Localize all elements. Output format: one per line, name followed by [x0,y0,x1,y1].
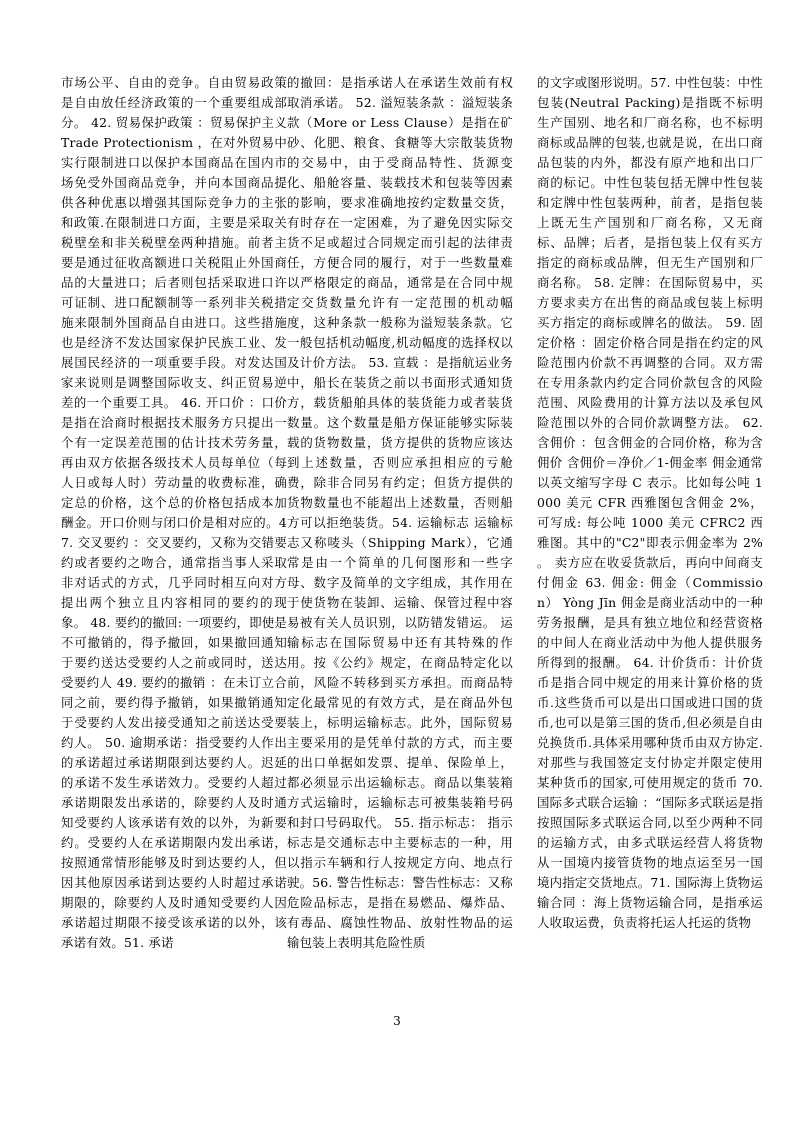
column-text: 市场公平、自由的竞争。自由贸易政策是自由放任经济政策的一个重要组成部分。 42. 贸易保护政策 ：贸易保护主义 Trade Protectionism ，在对外贸易中实行限制进口以保护本国商品在国内市场免受外国商品竞争，并向本国商品提供各种优惠以增强其国际竞争力的主张和政策.在限制进口方面，主要是采取关税壁垒和非关税壁垒两种措施。前者主要是通过征收高额进口关税阻止外国商品的大量进口；后者则包括采取进口许可证制、进口配额制等一系列非关税措施来限制外国商品自由进口。这些措施也是经济不发达国家保护民族工业、发展国民经济的一项重要手段。对发达国家来说则是调整国际收支、纠正贸易逆差的一个重要工具。 46. 开口价 ：口价是指在洽商时根据技术服务方只提出一个有一定误差范围的估计技术劳务量，再由双方依据各级技术人员每单位（每人日或每人时）劳动量的收费标准，确定总的价格，这个总的价格包括成本加酬金。开口价则与闭口价是相对应的。47. 交叉要约 ：交叉要约，又称为交错要约或者要约之吻合，通常指当事人采取非对话式的方式，几乎同时相互向对方提出两个独立且内容相同的要约的现象。 48. 要约的撤回: 一项要约，即使是不可撤销的，得予撤回，如果撤回通知于要约送达受要约人之前或同时，送达受要约人 49. 要约的撤销 ：在未订立合同之前，要约得予撤销，如果撤销通知于受要约人发出接受通知之前送达受要约人。 50. 逾期承诺：指受要约人作出的承诺超过承诺期限到达要约人。迟延的承诺不发生承诺效力。受要约人超过承诺期限发出承诺的，除要约人及时通知受要约人该承诺有效的以外，为新要约。受要约人在承诺期限内发出承诺，按照通常情形能够及时到达要约人，但因其他原因承诺到达要约人时超过承诺期限的，除要约人及时通知受要约人因承诺超过期限不接受该承诺的以外，该承诺有效。51. 承诺 [61,75,287,950]
page-number: 3 [393,1014,401,1028]
column-text: 的文字或图形说明。57. 中性包装：中性包装(Neutral Packing)是指既不标明生产国别、地名和厂商名称，也不标明商标或品牌的包装,也就是说，在出口商品包装的内外，都没有原产地和出口厂商的标记。中性包装包括无牌中性包装和定牌中性包装两种，前者，是指包装上既无生产国别和厂商名称，又无商标、品牌；后者，是指包装上仅有买方指定的商标或品牌，但无生产国别和厂商名称。 58. 定牌：在国际贸易中，买方要求卖方在出售的商品或包装上标明买方指定的商标或牌名的做法。 59. 固定价格 ：固定价格合同是指在约定的风险范围内价款不再调整的合同。双方需在专用条款内约定合同价款包含的风险范围、风险费用的计算方法以及承包风险范围以外的合同价款调整方法。 62. 含佣价 ：包含佣金的合同价格，称为含佣价 含佣价＝净价／1-佣金率 佣金通常以英文缩写字母 C 表示。比如每公吨 1000 美元 CFR 西雅图包含佣金 2%，可写成: 每公吨 1000 美元 CFRC2 西雅图。其中的"C2"即表示佣金率为 2% 。 卖方应在收妥货款后，再向中间商支付佣金 63. 佣金: 佣金（Commission） Yòng Jīn 佣金是商业活动中的一种劳务报酬，是具有独立地位和经营资格的中间人在商业活动中为他人提供服务所得到的报酬。 64. 计价货币：计价货币是指合同中规定的用来计算价格的货币.这些货币可以是出口国或进口国的货币,也可以是第三国的货币,但必须是自由兑换货币.具体采用哪种货币由双方协定.对那些与我国签定支付协定并限定使用某种货币的国家,可使用规定的货币 70. 国际多式联合运输 ：“国际多式联运是指按照国际多式联运合同,以至少两种不同的运输方式，由多式联运经营人将货物从一国境内接管货物的地点运至另一国境内指定交货地点。71. 国际海上货物运输合同 ：海上货物运输合同，是指承运人收取运费，负责将托运人托运的货物 [537,75,763,930]
column-text: 的撤回：是指承诺人在承诺生效前有权取消承诺。 52. 溢短装条款 ：溢短装条款（More or Less Clause）是指在矿砂、化肥、粮食、食糖等大宗散装货物的交易中，由于受商品特性、货源变化、船舱容量、装载技术和包装等因素的影响，要求准确地按约定数量交货，有时存在一定困难，为了避免因实际交货不足或超过合同规定而引起的法律责任，方便合同的履行，对于一些数量难以严格限定的商品，通常是在合同中规定交货数量允许有一定范围的机动幅度，这种条款一般称为溢短装条款。它一般包括机动幅度,机动幅度的选择权以及计价方法。 53. 宣载 ：是指航运业务中，船长在装货之前以书面形式通知货方，载货船舶具体的装货能力或者装货数量。这个数量是船方保证能够实际装载的货物数量，货方提供的货物应该达到上述数量，否则应承担相应的亏舱费，除非合同另有约定；但货方提供的货物数量也不能超出上述数量，否则船方可以拒绝装货。54. 运输标志 运输标志又称唛头（Shipping Mark），它通常是由一个简单的几何图形和一些字母、数字及简单的文字组成，其作用在于使货物在装卸、运输、保管过程中容易被有关人员识别，以防错发错运。 运输标志在国际贸易中还有其特殊的作用。按《公约》规定，在商品特定化以前，风险不转移到买方承担。而商品特定化最常见的有效方式，是在商品外包装上，标明运输标志。此外，国际贸易主要采用的是凭单付款的方式，而主要的出口单据如发票、提单、保险单上，都必须显示出运输标志。商品以集装箱方式运输时，运输标志可被集装箱号码和封口号码取代。 55. 指示标志： 指示标志是交通标志中主要标志的一种，用以指示车辆和行人按规定方向、地点行驶。56. 警告性标志：警告性标志：又称危险品标志，是指在易燃品、爆炸品、有毒品、腐蚀性物品、放射性物品的运输包装上表明其危险性质 [287,75,513,950]
text-column-middle [287,73,513,953]
text-column-left [61,73,287,953]
text-column-right [537,73,763,933]
